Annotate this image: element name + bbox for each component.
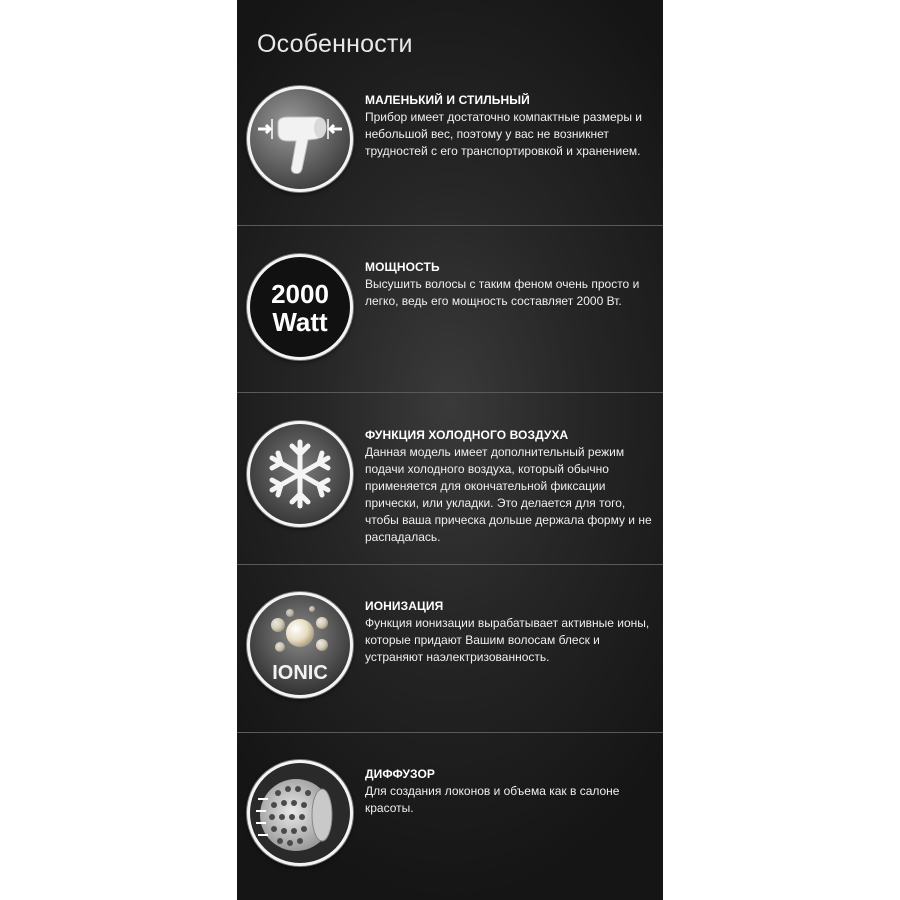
feature-description: Функция ионизации вырабатывает активные ионы, которые придают Вашим волосам блеск и устраняют наэлектризованность. — [365, 616, 650, 664]
compact-hairdryer-icon — [247, 86, 353, 192]
feature-description: Данная модель имеет дополнительный режим подачи холодного воздуха, который обычно применяется для окончательной фиксации прически, или укладки. Это делается для того, чтобы ваша прическа дольше держала форму и не распадалась. — [365, 445, 652, 544]
features-panel — [237, 0, 663, 900]
feature-heading: ДИФФУЗОР — [365, 767, 436, 781]
feature-heading: ФУНКЦИЯ ХОЛОДНОГО ВОЗДУХА — [365, 428, 569, 442]
divider — [237, 392, 663, 393]
ionic-icon — [247, 592, 353, 698]
page-title: Особенности — [257, 30, 413, 58]
divider — [237, 732, 663, 733]
ionic-icon-label: IONIC — [272, 662, 328, 684]
feature-description: Высушить волосы с таким феном очень просто и легко, ведь его мощность составляет 2000 Вт. — [365, 277, 640, 308]
divider — [237, 564, 663, 565]
power-icon-number: 2000 — [271, 279, 329, 309]
feature-description: Прибор имеет достаточно компактные размеры и небольшой вес, поэтому у вас не возникнет трудностей с его транспортировкой и хранением. — [365, 110, 642, 158]
divider — [237, 225, 663, 226]
snowflake-icon — [247, 421, 353, 527]
feature-description: Для создания локонов и объема как в салоне красоты. — [365, 784, 620, 815]
feature-heading: МОЩНОСТЬ — [365, 260, 440, 274]
feature-heading: ИОНИЗАЦИЯ — [365, 599, 444, 613]
diffuser-icon — [247, 760, 353, 866]
feature-heading: МАЛЕНЬКИЙ И СТИЛЬНЫЙ — [365, 93, 530, 107]
power-badge-icon — [247, 254, 353, 360]
power-icon-unit: Watt — [272, 307, 328, 337]
